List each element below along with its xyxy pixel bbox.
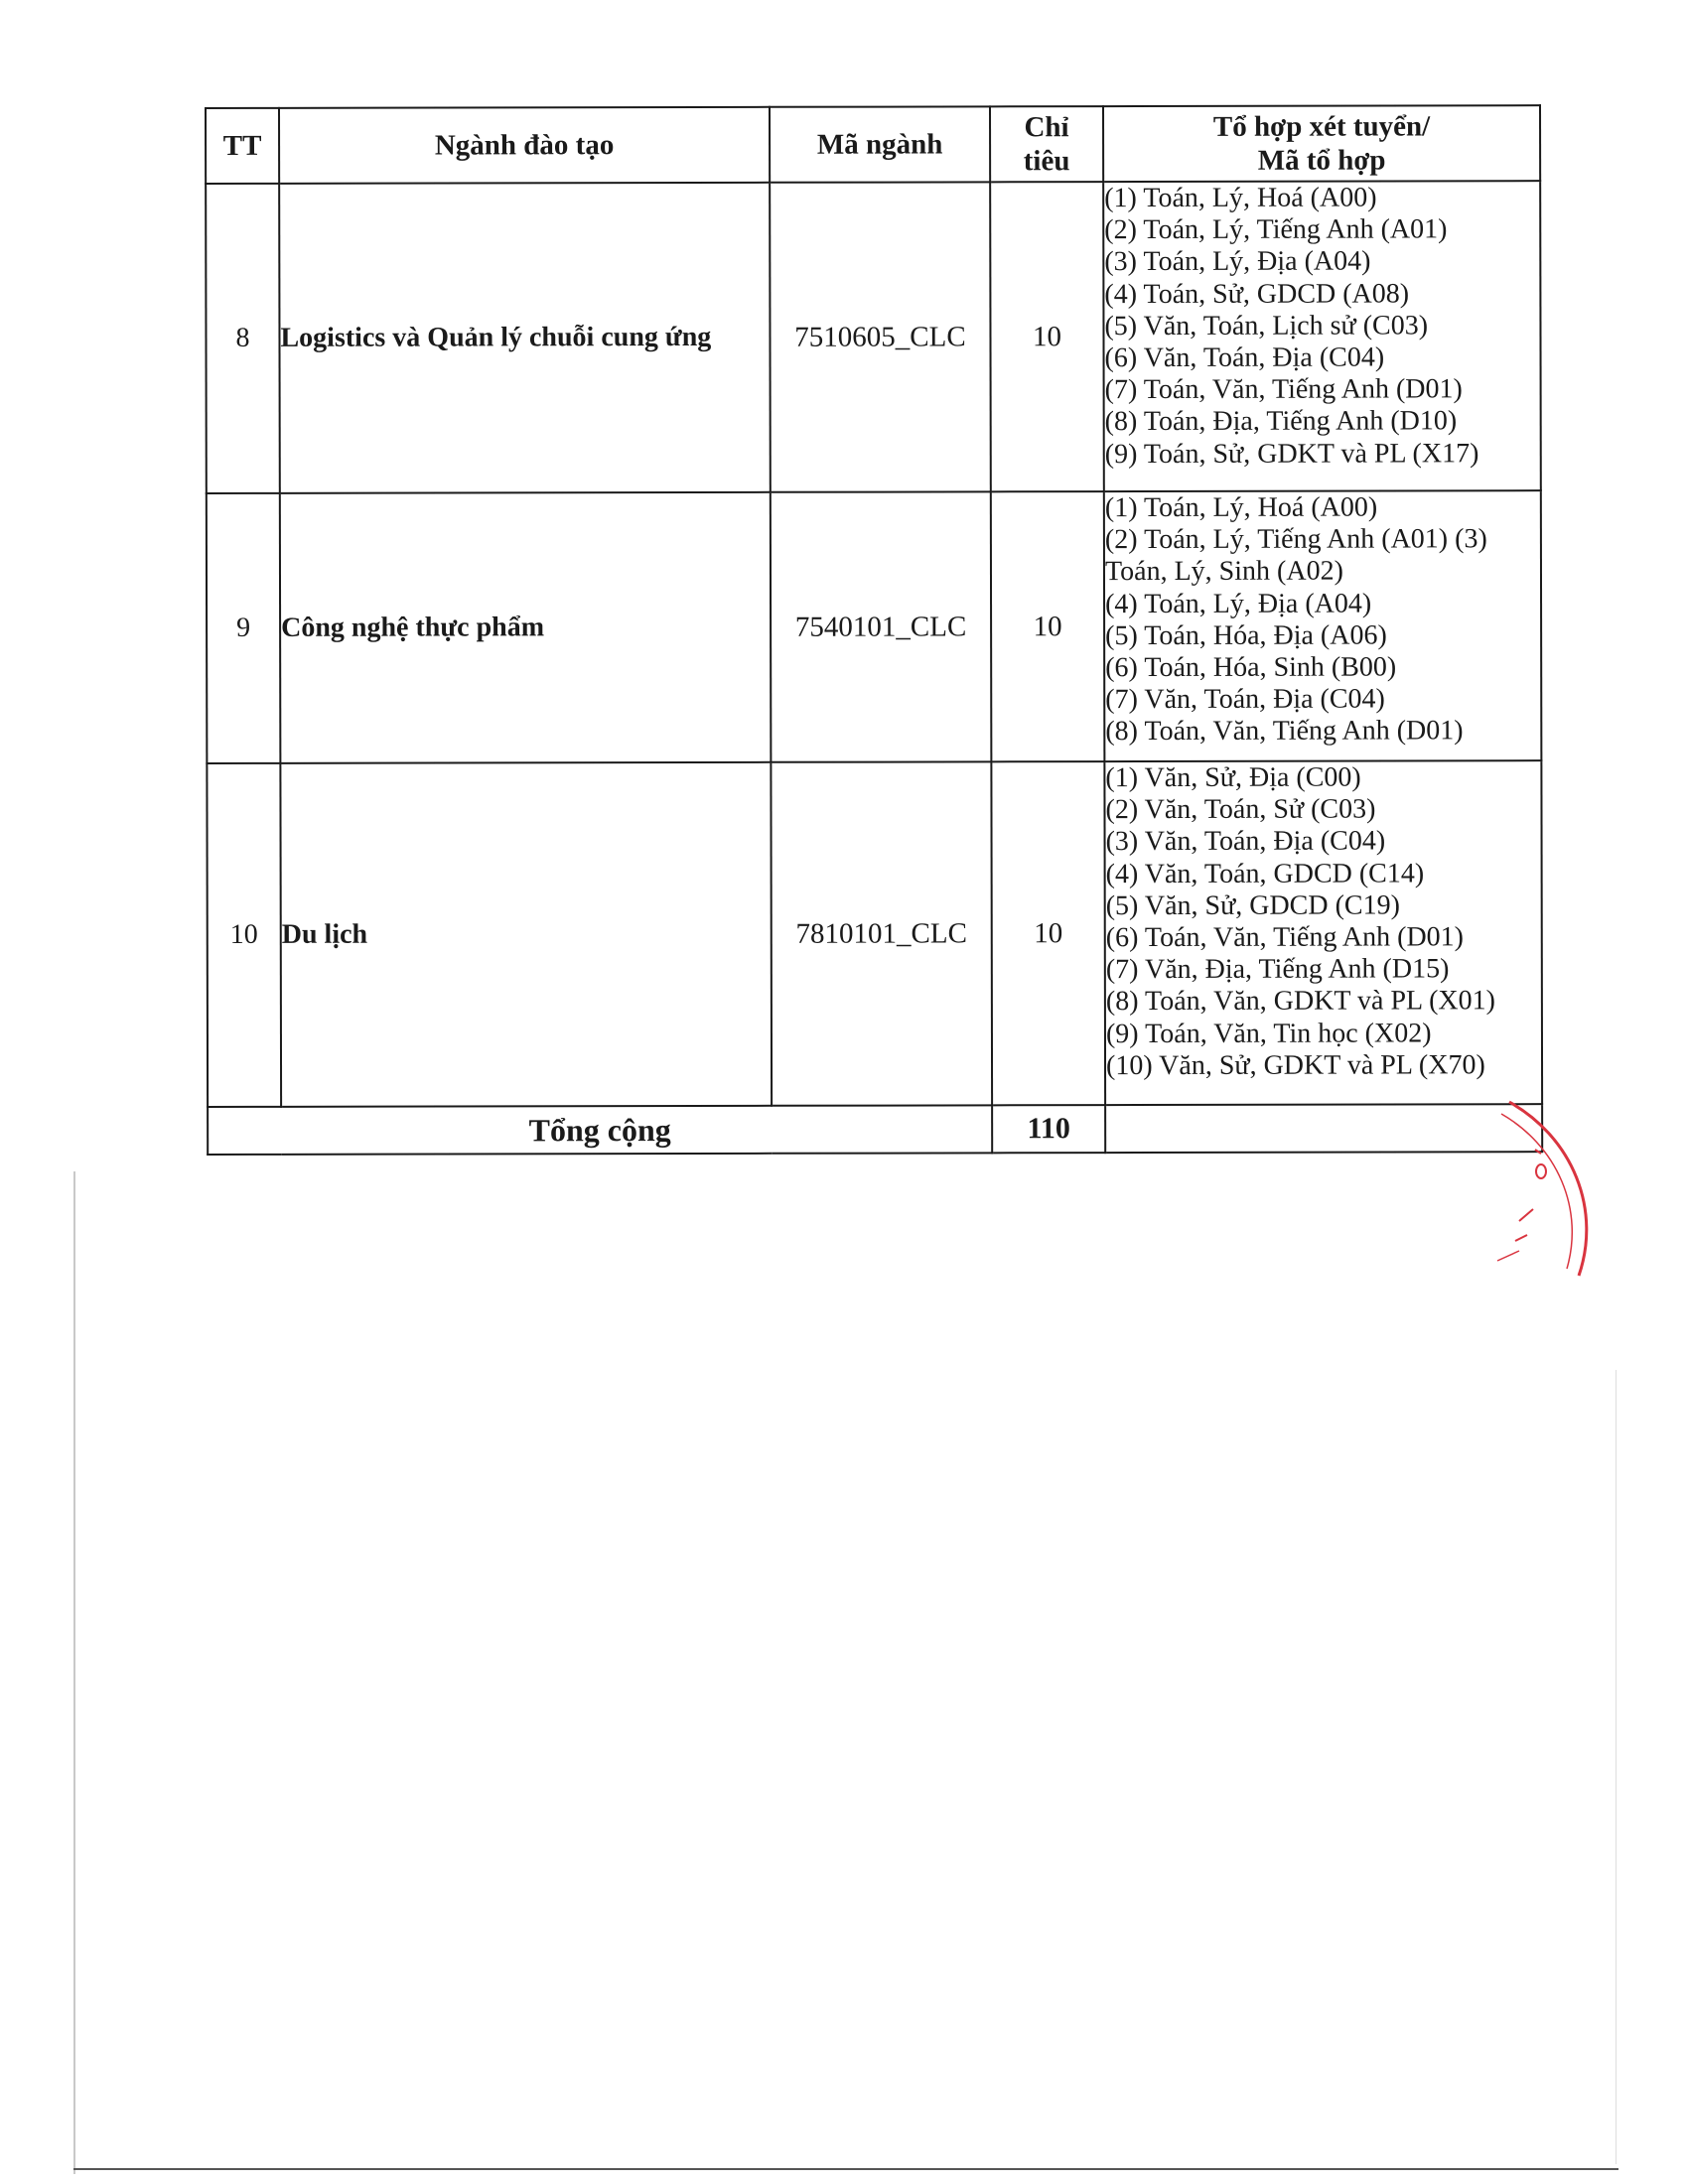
table-row	[207, 490, 1542, 763]
combo-item: Toán, Lý, Sinh (A02)	[1104, 556, 1343, 588]
combo-item: (6) Toán, Văn, Tiếng Anh (D01)	[1105, 921, 1465, 954]
combo-item: (8) Toán, Văn, Tiếng Anh (D01)	[1105, 715, 1464, 748]
scan-edge-left	[73, 1171, 75, 2174]
total-combos-empty	[1105, 1104, 1542, 1153]
row-code: 7810101_CLC	[771, 761, 992, 1105]
total-value: 110	[992, 1105, 1105, 1153]
combo-item: (8) Toán, Văn, GDKT và PL (X01)	[1105, 985, 1495, 1018]
combo-item: (8) Toán, Địa, Tiếng Anh (D10)	[1104, 405, 1458, 438]
header-combos-line2: Mã tổ hợp	[1257, 144, 1386, 177]
combo-item: (9) Toán, Sử, GDKT và PL (X17)	[1104, 437, 1479, 470]
total-row	[208, 1104, 1542, 1155]
header-major: Ngành đào tạo	[279, 107, 770, 184]
row-major: Công nghệ thực phẩm	[280, 492, 772, 763]
row-combos	[1103, 181, 1541, 491]
row-combos	[1104, 760, 1542, 1105]
combo-item: (2) Toán, Lý, Tiếng Anh (A01) (3)	[1104, 523, 1487, 556]
row-major: Du lịch	[280, 762, 772, 1107]
combo-item: (5) Toán, Hóa, Địa (A06)	[1105, 619, 1387, 651]
combo-item: (5) Văn, Toán, Lịch sử (C03)	[1104, 310, 1429, 341]
row-quota: 10	[991, 761, 1105, 1105]
total-label: Tổng cộng	[208, 1105, 992, 1155]
row-tt: 9	[207, 493, 281, 763]
combo-item: (4) Toán, Sử, GDCD (A08)	[1104, 278, 1410, 310]
scan-edge-right	[1616, 1370, 1617, 2164]
table-header-row	[206, 105, 1540, 184]
combo-item: (1) Toán, Lý, Hoá (A00)	[1104, 491, 1378, 524]
seal-stamp-icon	[1489, 1092, 1609, 1291]
combo-item: (3) Văn, Toán, Địa (C04)	[1105, 825, 1386, 858]
row-tt: 8	[206, 184, 280, 493]
header-code: Mã ngành	[770, 106, 990, 182]
table-row	[206, 181, 1541, 493]
combo-item: (2) Toán, Lý, Tiếng Anh (A01)	[1104, 213, 1448, 246]
combo-item: (1) Văn, Sử, Địa (C00)	[1105, 761, 1361, 794]
combo-item: (4) Toán, Lý, Địa (A04)	[1105, 588, 1372, 619]
combo-item: (4) Văn, Toán, GDCD (C14)	[1105, 858, 1425, 889]
row-quota: 10	[991, 491, 1105, 761]
combo-item: (7) Văn, Địa, Tiếng Anh (D15)	[1105, 953, 1450, 986]
row-combos	[1104, 490, 1542, 761]
header-quota-line2: tiêu	[1023, 145, 1070, 178]
scan-edge-bottom	[73, 2168, 1618, 2170]
admissions-table	[205, 104, 1543, 1156]
combo-item: (7) Văn, Toán, Địa (C04)	[1105, 683, 1385, 716]
combo-item: (1) Toán, Lý, Hoá (A00)	[1104, 182, 1377, 214]
combo-item: (5) Văn, Sử, GDCD (C19)	[1105, 889, 1400, 921]
table-row	[207, 760, 1542, 1107]
combo-item: (3) Toán, Lý, Địa (A04)	[1104, 245, 1371, 278]
combo-item: (6) Văn, Toán, Địa (C04)	[1104, 341, 1385, 374]
header-combos-line1: Tổ hợp xét tuyển/	[1212, 110, 1431, 143]
header-combos	[1103, 105, 1540, 182]
combo-item: (10) Văn, Sử, GDKT và PL (X70)	[1105, 1049, 1485, 1081]
row-quota: 10	[990, 182, 1104, 491]
combo-item: (6) Toán, Hóa, Sinh (B00)	[1105, 651, 1397, 684]
header-quota	[990, 106, 1103, 182]
combo-item: (7) Toán, Văn, Tiếng Anh (D01)	[1104, 373, 1463, 406]
header-quota-line1: Chỉ	[1024, 111, 1069, 144]
row-major: Logistics và Quản lý chuỗi cung ứng	[279, 183, 771, 493]
row-code: 7540101_CLC	[771, 491, 992, 761]
combo-item: (9) Toán, Văn, Tin học (X02)	[1105, 1018, 1432, 1049]
combo-item: (2) Văn, Toán, Sử (C03)	[1105, 793, 1376, 826]
header-tt: TT	[206, 108, 279, 184]
row-tt: 10	[207, 763, 281, 1107]
row-code: 7510605_CLC	[770, 182, 991, 491]
